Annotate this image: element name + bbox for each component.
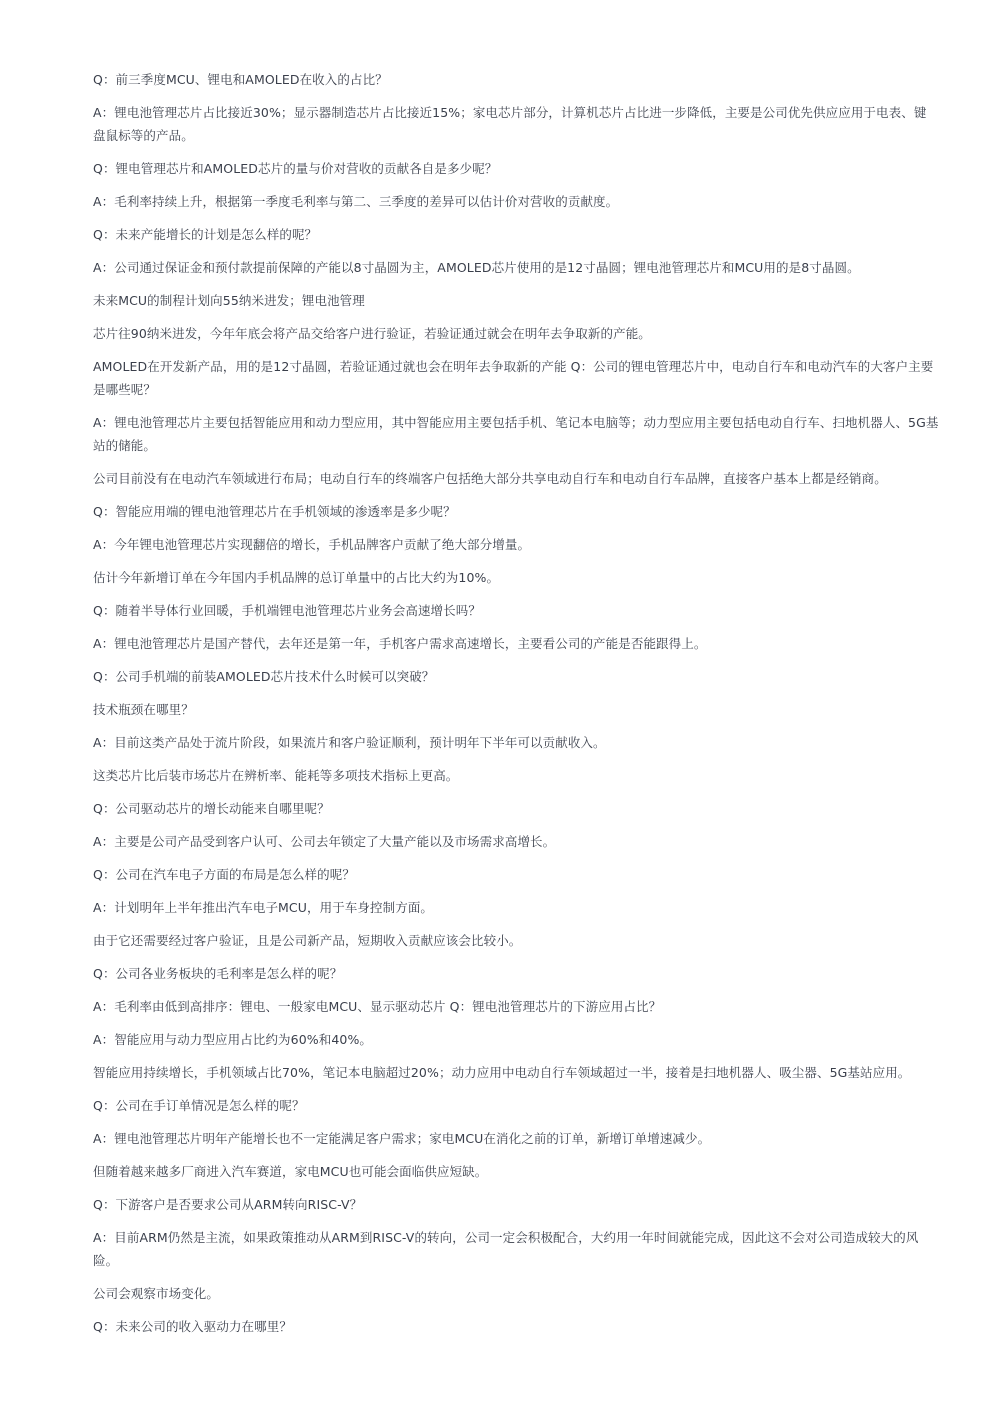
paragraph-29: 智能应用持续增长，手机领域占比70%，笔记本电脑超过20%；动力应用中电动自行车领域超过一半，接着是扫地机器人、吸尘器、5G基站应用。 [93, 1065, 911, 1080]
paragraph-6: A：公司通过保证金和预付款提前保障的产能以8寸晶圆为主，AMOLED芯片使用的是12寸晶圆；锂电池管理芯片和MCU用的是8寸晶圆。 [93, 260, 860, 275]
paragraph-23: Q：公司在汽车电子方面的布局是怎么样的呢？ [93, 867, 355, 882]
paragraph-32: 但随着越来越多厂商进入汽车赛道，家电MCU也可能会面临供应短缺。 [93, 1164, 488, 1179]
paragraph-12: Q：智能应用端的锂电池管理芯片在手机领域的渗透率是多少呢？ [93, 504, 456, 519]
paragraph-7: 未来MCU的制程计划向55纳米进发；锂电池管理 [93, 293, 365, 308]
paragraph-18: 技术瓶颈在哪里？ [93, 702, 194, 717]
document-body [93, 68, 939, 1348]
paragraph-20: 这类芯片比后装市场芯片在辨析率、能耗等多项技术指标上更高。 [93, 768, 459, 783]
paragraph-16: A：锂电池管理芯片是国产替代，去年还是第一年，手机客户需求高速增长，主要看公司的产能是否能跟得上。 [93, 636, 707, 651]
paragraph-9: AMOLED在开发新产品，用的是12寸晶圆，若验证通过就也会在明年去争取新的产能 Q：公司的锂电管理芯片中，电动自行车和电动汽车的大客户主要是哪些呢？ [93, 359, 934, 397]
paragraph-27: A：毛利率由低到高排序：锂电、一般家电MCU、显示驱动芯片 Q：锂电池管理芯片的下游应用占比？ [93, 999, 662, 1014]
paragraph-14: 估计今年新增订单在今年国内手机品牌的总订单量中的占比大约为10%。 [93, 570, 500, 585]
paragraph-15: Q：随着半导体行业回暖，手机端锂电池管理芯片业务会高速增长吗？ [93, 603, 481, 618]
paragraph-10: A：锂电池管理芯片主要包括智能应用和动力型应用，其中智能应用主要包括手机、笔记本电脑等；动力型应用主要包括电动自行车、扫地机器人、5G基站的储能。 [93, 415, 939, 453]
paragraph-36: Q：未来公司的收入驱动力在哪里？ [93, 1319, 292, 1334]
paragraph-28: A：智能应用与动力型应用占比约为60%和40%。 [93, 1032, 373, 1047]
paragraph-11: 公司目前没有在电动汽车领域进行布局；电动自行车的终端客户包括绝大部分共享电动自行车和电动自行车品牌，直接客户基本上都是经销商。 [93, 471, 887, 486]
paragraph-1: Q：前三季度MCU、锂电和AMOLED在收入的占比？ [93, 72, 388, 87]
paragraph-30: Q：公司在手订单情况是怎么样的呢？ [93, 1098, 305, 1113]
paragraph-13: A：今年锂电池管理芯片实现翻倍的增长，手机品牌客户贡献了绝大部分增量。 [93, 537, 531, 552]
paragraph-22: A：主要是公司产品受到客户认可、公司去年锁定了大量产能以及市场需求高增长。 [93, 834, 556, 849]
paragraph-24: A：计划明年上半年推出汽车电子MCU，用于车身控制方面。 [93, 900, 434, 915]
paragraph-21: Q：公司驱动芯片的增长动能来自哪里呢？ [93, 801, 330, 816]
paragraph-4: A：毛利率持续上升，根据第一季度毛利率与第二、三季度的差异可以估计价对营收的贡献度。 [93, 194, 619, 209]
paragraph-17: Q：公司手机端的前装AMOLED芯片技术什么时候可以突破？ [93, 669, 435, 684]
paragraph-8: 芯片往90纳米进发，今年年底会将产品交给客户进行验证，若验证通过就会在明年去争取新的产能。 [93, 326, 651, 341]
paragraph-5: Q：未来产能增长的计划是怎么样的呢？ [93, 227, 318, 242]
paragraph-34: A：目前ARM仍然是主流，如果政策推动从ARM到RISC-V的转向，公司一定会积极配合，大约用一年时间就能完成，因此这不会对公司造成较大的风险。 [93, 1230, 919, 1268]
paragraph-35: 公司会观察市场变化。 [93, 1286, 220, 1301]
paragraph-26: Q：公司各业务板块的毛利率是怎么样的呢？ [93, 966, 343, 981]
paragraph-3: Q：锂电管理芯片和AMOLED芯片的量与价对营收的贡献各自是多少呢？ [93, 161, 498, 176]
paragraph-25: 由于它还需要经过客户验证，且是公司新产品，短期收入贡献应该会比较小。 [93, 933, 522, 948]
paragraph-19: A：目前这类产品处于流片阶段，如果流片和客户验证顺利，预计明年下半年可以贡献收入。 [93, 735, 606, 750]
paragraph-2: A：锂电池管理芯片占比接近30%；显示器制造芯片占比接近15%；家电芯片部分，计算机芯片占比进一步降低，主要是公司优先供应应用于电表、键盘鼠标等的产品。 [93, 105, 927, 143]
paragraph-31: A：锂电池管理芯片明年产能增长也不一定能满足客户需求；家电MCU在消化之前的订单，新增订单增速减少。 [93, 1131, 711, 1146]
paragraph-33: Q：下游客户是否要求公司从ARM转向RISC-V？ [93, 1197, 363, 1212]
